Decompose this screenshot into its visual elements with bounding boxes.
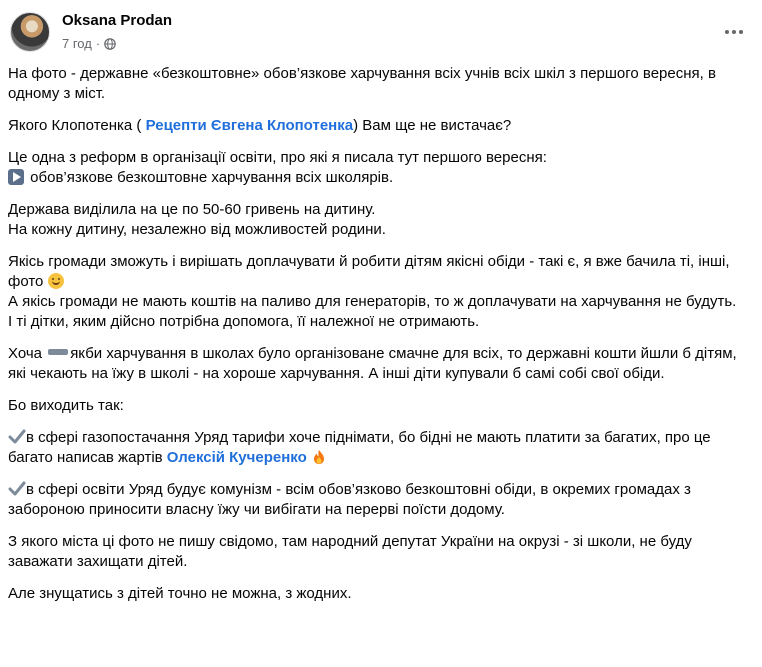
paragraph bbox=[8, 116, 758, 136]
smile-emoji bbox=[48, 273, 64, 289]
check-emoji bbox=[8, 429, 26, 445]
text: обов’язкове безкоштовне харчування всіх школярів. bbox=[30, 169, 394, 186]
mention-link[interactable]: Олексій Кучеренко bbox=[166, 449, 307, 466]
text: якби харчування в школах було організоване смачне для всіх, то державні кошти йшли б дітям, які чекають на їжу в школі - на хороше харчування. А інші діти купували б самі собі свої обіди. bbox=[8, 345, 737, 382]
avatar[interactable] bbox=[10, 12, 50, 52]
text: в сфері газопостачання Уряд тарифи хоче піднімати, бо бідні не мають платити за багатих, про це багато написав жартів bbox=[8, 429, 711, 466]
paragraph: На фото - державне «безкоштовне» обов’язкове харчування всіх учнів всіх шкіл з першого вересня, в одному з міст. bbox=[8, 65, 716, 102]
post-time[interactable]: 7 год bbox=[62, 36, 92, 51]
play-emoji bbox=[8, 169, 24, 185]
paragraph bbox=[8, 200, 758, 240]
text: Держава виділила на це по 50-60 гривень на дитину. bbox=[8, 201, 376, 218]
text: На кожну дитину, незалежно від можливостей родини. bbox=[8, 221, 386, 238]
post-meta bbox=[62, 36, 116, 51]
paragraph: Але знущатись з дітей точно не можна, з жодних. bbox=[8, 585, 352, 602]
paragraph bbox=[8, 480, 758, 520]
paragraph bbox=[8, 344, 758, 384]
post-body bbox=[8, 64, 758, 616]
text: Хоча bbox=[8, 345, 43, 362]
text: ) Вам ще не вистачає? bbox=[353, 117, 512, 134]
paragraph: Бо виходить так: bbox=[8, 397, 124, 414]
meta-separator: · bbox=[95, 36, 101, 51]
paragraph bbox=[8, 148, 758, 188]
post-header bbox=[8, 8, 754, 60]
globe-icon[interactable] bbox=[104, 38, 116, 50]
text: Якого Клопотенка ( bbox=[8, 117, 146, 134]
more-icon[interactable] bbox=[716, 14, 752, 50]
mention-link[interactable]: Рецепти Євгена Клопотенка bbox=[145, 117, 354, 134]
text: Якісь громади зможуть і вирішать доплачувати й робити дітям якісні обіди - такі є, я вже бачила ті, інші, фото bbox=[8, 253, 730, 290]
text: Це одна з реформ в організації освіти, про які я писала тут першого вересня: bbox=[8, 149, 547, 166]
paragraph: З якого міста ці фото не пишу свідомо, там народний депутат України на окрузі - зі школи, не буду заважати захищати дітей. bbox=[8, 533, 692, 570]
text: А якісь громади не мають коштів на паливо для генераторів, то ж доплачувати на харчування не будуть. bbox=[8, 293, 737, 310]
check-emoji bbox=[8, 481, 26, 497]
text: в сфері освіти Уряд будує комунізм - всім обов’язково безкоштовні обіди, в окремих громадах з забороною приносити власну їжу чи вибігати на перерві поїсти додому. bbox=[8, 481, 691, 518]
paragraph bbox=[8, 252, 758, 332]
minus-emoji bbox=[48, 349, 68, 355]
paragraph bbox=[8, 428, 758, 468]
author-name[interactable]: Oksana Prodan bbox=[62, 12, 173, 29]
text: І ті дітки, яким дійсно потрібна допомога, її належної не отримають. bbox=[8, 313, 480, 330]
fire-emoji bbox=[311, 449, 327, 465]
